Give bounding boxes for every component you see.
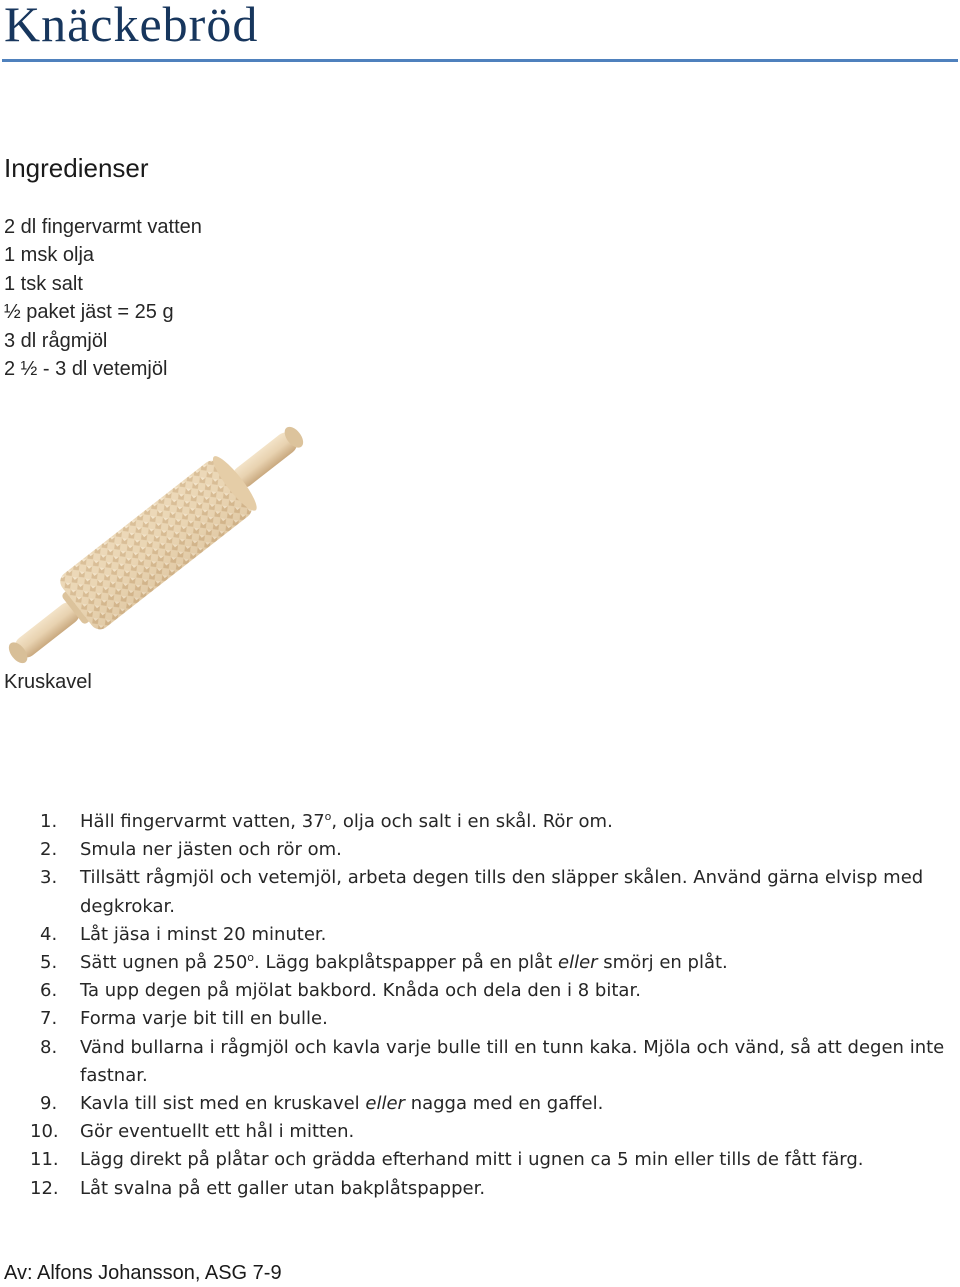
step-item (40, 1005, 952, 1033)
degree-mark: o (247, 951, 255, 965)
ingredients-heading: Ingredienser (4, 153, 149, 183)
step-number: 8. (40, 1036, 58, 1058)
step-item (30, 1175, 952, 1203)
step-number: 10. (30, 1121, 59, 1143)
rolling-pin-illustration (6, 420, 306, 670)
step-text: Sätt ugnen på 250 (80, 952, 248, 974)
step-number: 1. (40, 811, 58, 832)
step-text: , olja och salt i en skål. Rör om. (331, 811, 613, 832)
step-number: 11. (30, 1149, 59, 1171)
ingredient-item: 3 dl rågmjöl (4, 329, 108, 352)
step-text: Ta upp degen på mjölat bakbord. Knåda och dela den i 8 bitar. (80, 980, 641, 1002)
document-title: Knäckebröd (4, 0, 259, 52)
step-text: Lägg direkt på plåtar och grädda efterhand mitt i ugnen ca 5 min eller tills de fått färg. (80, 1149, 864, 1171)
ingredient-item: 1 msk olja (4, 244, 95, 267)
step-item (30, 1118, 952, 1146)
step-number: 4. (40, 923, 58, 945)
instruction-steps (30, 808, 952, 1203)
step-item (40, 836, 952, 864)
step-text: Forma varje bit till en bulle. (80, 1008, 328, 1030)
step-text: Låt jäsa i minst 20 minuter. (80, 923, 327, 945)
author-footer: Av: Alfons Johansson, ASG 7-9 (4, 1262, 282, 1284)
step-text: Smula ner jästen och rör om. (80, 839, 342, 861)
ingredient-item: ½ paket jäst = 25 g (4, 301, 174, 324)
step-number: 12. (30, 1177, 59, 1199)
title-underline (2, 59, 958, 62)
step-emphasis: eller (365, 1093, 405, 1115)
step-text: smörj en plåt. (597, 952, 728, 974)
step-text: nagga med en gaffel. (404, 1093, 604, 1115)
ingredient-item: 1 tsk salt (4, 272, 83, 295)
step-number: 3. (40, 867, 58, 889)
step-number: 7. (40, 1008, 58, 1030)
step-number: 5. (40, 952, 58, 974)
step-item (40, 1090, 952, 1118)
ingredient-item: 2 dl fingervarmt vatten (4, 216, 202, 238)
step-item (40, 808, 952, 836)
step-emphasis: eller (558, 952, 598, 974)
step-item (30, 1146, 952, 1174)
step-item (40, 921, 952, 949)
step-item (40, 977, 952, 1005)
rolling-pin-image (6, 420, 306, 670)
step-item (40, 864, 952, 920)
ingredient-item: 2 ½ - 3 dl vetemjöl (4, 358, 168, 381)
step-text: Vänd bullarna i rågmjöl och kavla varje bulle till en tunn kaka. Mjöla och vänd, så att degen inte fastnar. (80, 1036, 945, 1086)
step-item (40, 949, 952, 977)
step-text: Häll fingervarmt vatten, 37 (80, 811, 325, 832)
step-number: 6. (40, 980, 58, 1002)
step-item (40, 1034, 952, 1090)
step-number: 2. (40, 839, 58, 861)
step-text: . Lägg bakplåtspapper på en plåt (254, 952, 558, 974)
step-text: Tillsätt rågmjöl och vetemjöl, arbeta degen tills den släpper skålen. Använd gärna elvisp med degkrokar. (80, 867, 924, 917)
step-number: 9. (40, 1093, 58, 1115)
step-text: Låt svalna på ett galler utan bakplåtspapper. (80, 1177, 486, 1199)
step-text: Gör eventuellt ett hål i mitten. (80, 1121, 355, 1143)
degree-mark: o (324, 810, 332, 823)
step-text: Kavla till sist med en kruskavel (80, 1093, 366, 1115)
ingredients-list (4, 213, 202, 383)
image-caption: Kruskavel (4, 671, 92, 693)
